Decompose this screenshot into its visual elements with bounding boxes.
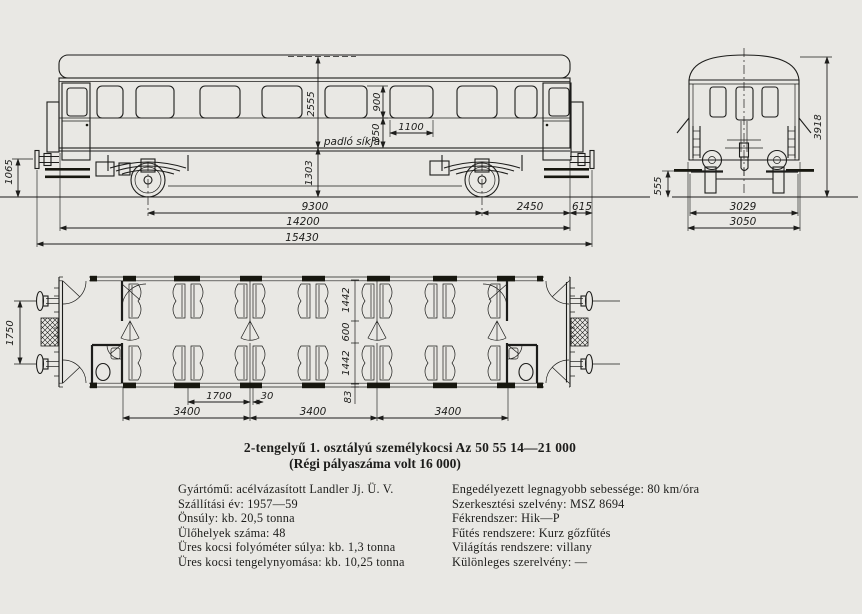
toilet-right — [508, 345, 537, 383]
bench-seat — [380, 284, 392, 318]
gangway-hatch — [41, 318, 58, 346]
bench-seat — [173, 346, 185, 380]
dim-window-sill: 850 — [371, 123, 382, 143]
dimension-lines — [12, 57, 832, 422]
dim-wheelbase: 9300 — [301, 201, 329, 213]
bench-seat — [362, 346, 374, 380]
dim-bay-1: 3400 — [173, 406, 201, 418]
dim-seat-pitch: 1700 — [206, 391, 232, 402]
dim-total-length: 15430 — [285, 232, 319, 244]
bench-seat — [443, 284, 455, 318]
gangway-plate-left — [47, 102, 59, 152]
partition-walls — [122, 281, 507, 383]
underframe-box — [430, 161, 449, 175]
door-fan — [121, 321, 139, 340]
gangway-plate-right — [571, 102, 583, 152]
dim-total-height: 3918 — [813, 114, 824, 140]
bench-seat — [425, 284, 437, 318]
spec-list-right — [452, 482, 699, 570]
roof — [59, 55, 570, 78]
dim-partition-thickness: 30 — [260, 391, 274, 402]
bench-seat — [235, 346, 247, 380]
bench-seat — [253, 284, 265, 318]
bench-seat — [316, 284, 328, 318]
bench-seat — [425, 346, 437, 380]
dim-rear-overhang: 2450 — [516, 201, 544, 213]
door-fan — [488, 321, 506, 340]
bench-seat — [129, 346, 141, 380]
dim-floor-height: 1303 — [304, 160, 315, 186]
aisle-door-fans — [121, 321, 506, 340]
bench-seat — [191, 346, 203, 380]
dim-wall-thickness: 83 — [343, 390, 354, 404]
plan-buffers-left — [37, 292, 60, 374]
handrail-left — [677, 118, 689, 133]
spec-axle-load: Üres kocsi tengelynyomása: kb. 10,25 tonna — [178, 554, 405, 569]
floor-plane-label: padló síkja — [323, 136, 381, 148]
seats-upper-row — [129, 284, 500, 318]
spec-heating-system: Fűtés rendszere: Kurz gőzfűtés — [452, 525, 611, 540]
window-piers — [90, 276, 543, 388]
door-fan — [241, 321, 259, 340]
dim-window-width: 1100 — [398, 122, 424, 133]
side-elevation-view — [0, 55, 650, 197]
spec-lighting-system: Világítás rendszere: villany — [452, 540, 593, 555]
steps-left — [45, 168, 90, 178]
spec-delivery-year: Szállítási év: 1957—59 — [178, 496, 298, 511]
spec-gauge-standard: Szerkesztési szelvény: MSZ 8694 — [452, 496, 625, 511]
dim-body-width: 3029 — [729, 201, 757, 213]
end-ladder-right — [788, 126, 795, 158]
bench-seat — [316, 346, 328, 380]
dim-body-length: 14200 — [286, 216, 320, 228]
gangway-hatch — [571, 318, 588, 346]
bench-seat — [362, 284, 374, 318]
dim-bay-2: 3400 — [299, 406, 327, 418]
steps-right — [544, 168, 589, 178]
end-ladder-left — [693, 126, 700, 158]
floor-plan-view — [37, 275, 621, 389]
dim-seat-zone-upper: 1442 — [341, 287, 352, 313]
underframe-box — [96, 162, 114, 176]
spec-list-left — [178, 482, 405, 570]
spec-weight-per-metre: Üres kocsi folyóméter súlya: kb. 1,3 tonna — [178, 540, 396, 555]
spec-tare-weight: Önsúly: kb. 20,5 tonna — [178, 511, 295, 526]
bench-seat — [173, 284, 185, 318]
dim-buffer-height: 1065 — [4, 159, 15, 185]
spec-special-equipment: Különleges szerelvény: — — [452, 554, 588, 569]
dim-seat-zone-lower: 1442 — [341, 350, 352, 376]
door-fan — [368, 321, 386, 340]
dim-aisle-width: 600 — [341, 322, 352, 342]
buffer-right — [570, 151, 594, 169]
drawing-title: 2-tengelyű 1. osztályú személykocsi Az 50 55 14—21 000 — [243, 440, 577, 455]
bench-seat — [298, 284, 310, 318]
spec-seat-count: Ülőhelyek száma: 48 — [178, 525, 286, 540]
end-view — [672, 48, 858, 197]
bench-seat — [235, 284, 247, 318]
side-windows — [97, 86, 537, 118]
spec-max-speed: Engedélyezett legnagyobb sebessége: 80 km/óra — [452, 482, 700, 496]
dim-max-width: 3050 — [729, 216, 757, 228]
bench-seat — [298, 346, 310, 380]
dimension-labels — [4, 91, 824, 418]
bench-seat — [488, 346, 500, 380]
dim-bay-3: 3400 — [434, 406, 462, 418]
dim-window-height: 900 — [372, 92, 383, 112]
toilet-left — [92, 345, 121, 383]
spec-brake-system: Fékrendszer: Hik—P — [452, 511, 560, 526]
spec-manufacturer: Gyártómű: acélvázasított Landler Jj. Ü. V. — [178, 482, 394, 496]
handrail-right — [799, 118, 811, 133]
bench-seat — [443, 346, 455, 380]
bench-seat — [253, 346, 265, 380]
plan-buffers-right — [570, 292, 620, 374]
seats-lower-row — [129, 346, 500, 380]
dim-buffer-length: 615 — [571, 201, 593, 213]
bench-seat — [380, 346, 392, 380]
dim-buffer-spacing: 1750 — [5, 320, 16, 346]
bench-seat — [191, 284, 203, 318]
buffer-left — [35, 151, 59, 169]
dim-footboard-height: 555 — [653, 176, 664, 196]
drawing-subtitle: (Régi pályaszáma volt 16 000) — [289, 456, 461, 471]
dim-body-height: 2555 — [306, 91, 317, 117]
